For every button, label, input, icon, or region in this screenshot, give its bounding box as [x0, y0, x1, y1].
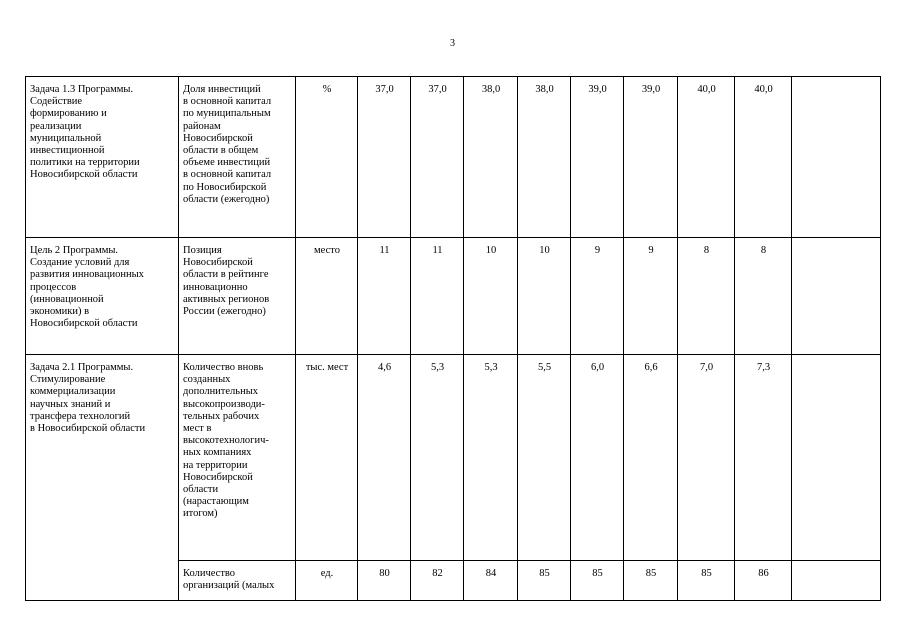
- value-cell: 9: [624, 238, 678, 355]
- indicators-table: [25, 76, 881, 601]
- value-cell: 11: [411, 238, 464, 355]
- value-cell: 37,0: [358, 77, 411, 238]
- page-number: 3: [450, 38, 455, 49]
- note-cell: [792, 77, 881, 238]
- indicator-cell: Доля инвестиций в основной капитал по муниципальным районам Новосибирской области в общем объеме инвестиций в основной капитал по Новосибирской области (ежегодно): [179, 77, 296, 238]
- unit-cell: тыс. мест: [296, 355, 358, 561]
- value-cell: 85: [678, 561, 735, 601]
- goal-cell: Задача 2.1 Программы. Стимулирование коммерциализации научных знаний и трансфера технологий в Новосибирской области: [26, 355, 179, 601]
- value-cell: 5,3: [411, 355, 464, 561]
- value-cell: 85: [624, 561, 678, 601]
- value-cell: 6,6: [624, 355, 678, 561]
- value-cell: 10: [518, 238, 571, 355]
- indicator-cell: Количество организаций (малых: [179, 561, 296, 601]
- value-cell: 8: [678, 238, 735, 355]
- value-cell: 40,0: [735, 77, 792, 238]
- value-cell: 6,0: [571, 355, 624, 561]
- table-row: [26, 77, 881, 238]
- value-cell: 40,0: [678, 77, 735, 238]
- note-cell: [792, 561, 881, 601]
- unit-cell: ед.: [296, 561, 358, 601]
- value-cell: 9: [571, 238, 624, 355]
- value-cell: 38,0: [464, 77, 518, 238]
- value-cell: 10: [464, 238, 518, 355]
- goal-cell: Задача 1.3 Программы. Содействие формированию и реализации муниципальной инвестиционной политики на территории Новосибирской области: [26, 77, 179, 238]
- value-cell: 5,3: [464, 355, 518, 561]
- value-cell: 85: [518, 561, 571, 601]
- value-cell: 37,0: [411, 77, 464, 238]
- value-cell: 39,0: [571, 77, 624, 238]
- note-cell: [792, 355, 881, 561]
- value-cell: 82: [411, 561, 464, 601]
- value-cell: 11: [358, 238, 411, 355]
- value-cell: 38,0: [518, 77, 571, 238]
- table-row: [26, 238, 881, 355]
- unit-cell: %: [296, 77, 358, 238]
- value-cell: 86: [735, 561, 792, 601]
- value-cell: 80: [358, 561, 411, 601]
- value-cell: 84: [464, 561, 518, 601]
- value-cell: 39,0: [624, 77, 678, 238]
- value-cell: 85: [571, 561, 624, 601]
- note-cell: [792, 238, 881, 355]
- table-row: [26, 355, 881, 561]
- value-cell: 7,3: [735, 355, 792, 561]
- value-cell: 7,0: [678, 355, 735, 561]
- indicator-cell: Позиция Новосибирской области в рейтинге инновационно активных регионов России (ежегодно): [179, 238, 296, 355]
- goal-cell: Цель 2 Программы. Создание условий для развития инновационных процессов (инновационной экономики) в Новосибирской области: [26, 238, 179, 355]
- value-cell: 5,5: [518, 355, 571, 561]
- value-cell: 8: [735, 238, 792, 355]
- value-cell: 4,6: [358, 355, 411, 561]
- indicator-cell: Количество вновь созданных дополнительных высокопроизводи- тельных рабочих мест в высокотехнологич- ных компаниях на территории Новосибирской области (нарастающим итогом): [179, 355, 296, 561]
- unit-cell: место: [296, 238, 358, 355]
